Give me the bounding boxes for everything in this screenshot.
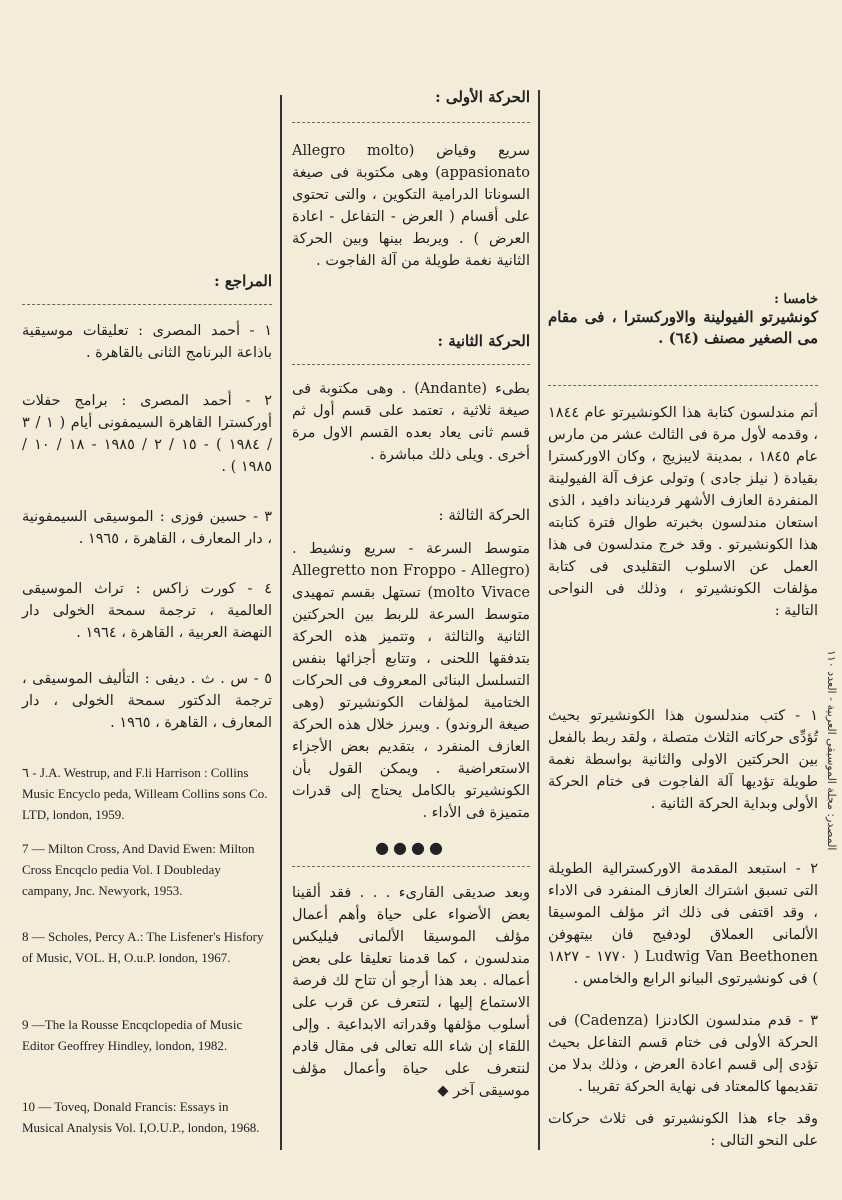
closing-separator	[292, 866, 530, 868]
right-paragraph-4: ٣ - قدم مندلسون الكادنزا (Cadenza) فى الحركة الأولى فى ختام قسم التفاعل بحيث تؤدى إلى قسم اعادة العرض ، وذلك بدلا من تقديمها كالمعتاد فى نهاية الحركة تقريبا .	[548, 1013, 818, 1095]
reference-7: 7 — Milton Cross, And David Ewen: Milton Cross Encqclo pedia Vol. I Doubleday campany, Jnc. Newyork, 1953.	[22, 841, 255, 898]
movement-2-heading: الحركة الثانية :	[437, 332, 530, 350]
reference-3: ٣ - حسين فوزى : الموسيقى السيمفونية ، دار المعارف ، القاهرة ، ١٩٦٥ .	[22, 509, 272, 547]
movement-2-separator	[292, 364, 530, 366]
reference-6: ٦ - J.A. Westrup, and F.li Harrison : Collins Music Encyclo peda, Willeam Collins sons Co. LTD, london, 1959.	[22, 765, 268, 822]
movement-3-heading: الحركة الثالثة :	[438, 506, 530, 524]
movement-1-heading: الحركة الأولى :	[435, 88, 530, 106]
reference-10: 10 — Toveq, Donald Francis: Essays in Musical Analysis Vol. I,O.U.P., london, 1968.	[22, 1099, 260, 1135]
column-right	[548, 0, 818, 1200]
reference-2: ٢ - أحمد المصرى : برامج حفلات أوركسترا القاهرة السيمفونى أيام ( ١ / ٣ / ١٩٨٤ ) - ١٥ / ٢ / ١٩٨٥ - ١٨ / ١٠ / ١٩٨٥ ) .	[22, 393, 272, 475]
reference-8: 8 — Scholes, Percy A.: The Lisfener's Hisfory of Music, VOL. H, O.u.P. london, 1967.	[22, 929, 264, 965]
movement-1-text: سريع وفياض (Allegro molto appasionato) وهى مكتوبة فى صيغة السوناتا الدرامية التكوين ، والتى تحتوى على أقسام ( العرض - التفاعل - اعادة العرض ) . ويربط بينها وبين الحركة الثانية نغمة طويلة من آلة الفاجوت .	[292, 143, 530, 269]
movement-3-text: متوسط السرعة - سريع ونشيط . (Allegretto non Froppo - Allegro molto Vivace) تستهل بقسم تمهيدى متوسط السرعة للربط بين الحركتين الثانية والثالثة ، وتتميز هذه الحركة بتدفقها اللحنى ، وتتابع أجزائها بنفس التسلسل البنائى المعروف فى الحركات الختامية لمؤلفات الكونشيرتو (وهى صيغة الروندو) . ويبرز خلال هذه الحركة العازف المنفرد ، بتقديم بعض الأجزاء الاستعراضية . ويمكن القول بأن الكونشيرتو بالكامل يحتاج إلى قدرات متميزة فى الأداء .	[292, 541, 530, 821]
right-paragraph-3: ٢ - استبعد المقدمة الاوركسترالية الطويلة التى تسبق اشتراك العازف المنفرد فى الاداء ، وقد اقتفى فى ذلك اثر مؤلف الموسيقا الألمانى العملاق لودفيج فان بيتهوفن Ludwig Van Beethonen ( ١٧٧٠ - ١٨٢٧ ) فى كونشيرتوى البيانو الرابع والخامس .	[548, 861, 818, 987]
right-paragraph-1: أتم مندلسون كتابة هذا الكونشيرتو عام ١٨٤٤ ، وقدمه لأول مرة فى الثالث عشر من مارس عام ١٨٤٥ ، بمدينة لايبزيج ، وكان الاوركسترا بقيادة ( نيلز جادى ) وتولى عزف آلة الفيولينة المنفردة العازف الأشهر فردیناند دافید ، الذى استعان مندلسون بخبرته طوال فترة كتابته هذا الكونشيرتو . وقد خرج مندلسون فى هذا العمل عن الاسلوب التقليدى فى كتابة مؤلفات الكونشيرتو ، وذلك فى النواحى التالية :	[548, 405, 818, 619]
margin-source-strip: المصدر: مجلة الموسيقى العربية - العدد ١١٠	[825, 650, 838, 851]
right-paragraph-2: ١ - كتب مندلسون هذا الكونشيرتو بحيث تُؤدِّى حركاته الثلاث متصلة ، ولقد ربط بالفعل بين الحركتين الاولى والثانية بواسطة نغمة طويلة تؤديها آلة الفاجوت فى ختام الحركة الأولى وبداية الحركة الثانية .	[548, 708, 818, 812]
movement-2-text: بطىء (Andante) . وهى مكتوبة فى صيغة ثلاثية ، تعتمد على قسم أول ثم قسم ثانى يعاد بعده القسم الاول مرة أخرى . ويلى ذلك مباشرة .	[292, 381, 530, 463]
section-dots: ●●●●	[375, 838, 447, 857]
reference-5: ٥ - س . ث . ديفى : التأليف الموسيقى ، ترجمة الدكتور سمحة الخولى ، دار المعارف ، القاهرة ، ١٩٦٥ .	[22, 671, 272, 731]
section-title: كونشيرتو الفيولينة والاوركسترا ، فى مقام مى الصغير مصنف (٦٤) .	[548, 308, 818, 347]
reference-4: ٤ - كورت زاكس : تراث الموسيقى العالمية ، ترجمة سمحة الخولى دار النهضة العربية ، القاهرة ، ١٩٦٤ .	[22, 581, 272, 641]
column-rule-right	[538, 90, 540, 1150]
section-label: خامسا :	[774, 292, 818, 307]
reference-1: ١ - أحمد المصرى : تعليقات موسيقية باذاعة البرنامج الثانى بالقاهرة .	[22, 323, 272, 361]
references-heading: المراجع :	[214, 272, 272, 290]
column-middle	[292, 0, 530, 1200]
movement-1-separator	[292, 122, 530, 124]
closing-paragraph: وبعد صديقى القارىء . . . فقد ألقينا بعض الأضواء على حياة وأهم أعمال مؤلف الموسيقا الألمانى فيليكس مندلسون ، كما قدمنا تعليقا على بعض أعماله . بعد هذا أرجو أن تتاح لك فرصة الاستماع إليها ، لتتعرف عن قرب على أسلوب مؤلفها وقدراته الابداعية . وإلى اللقاء إن شاء الله تعالى فى مقال قادم لنتعرف على حياة وأعمال مؤلف موسيقى آخر ◆	[292, 885, 530, 1099]
column-left-references	[22, 0, 272, 1200]
section-separator	[548, 385, 818, 387]
reference-9: 9 —The la Rousse Encqclopedia of Music Editor Geoffrey Hindley, london, 1982.	[22, 1017, 243, 1053]
column-rule-left	[280, 95, 282, 1150]
right-paragraph-5: وقد جاء هذا الكونشيرتو فى ثلاث حركات على النحو التالى :	[548, 1111, 818, 1149]
references-separator	[22, 304, 272, 306]
